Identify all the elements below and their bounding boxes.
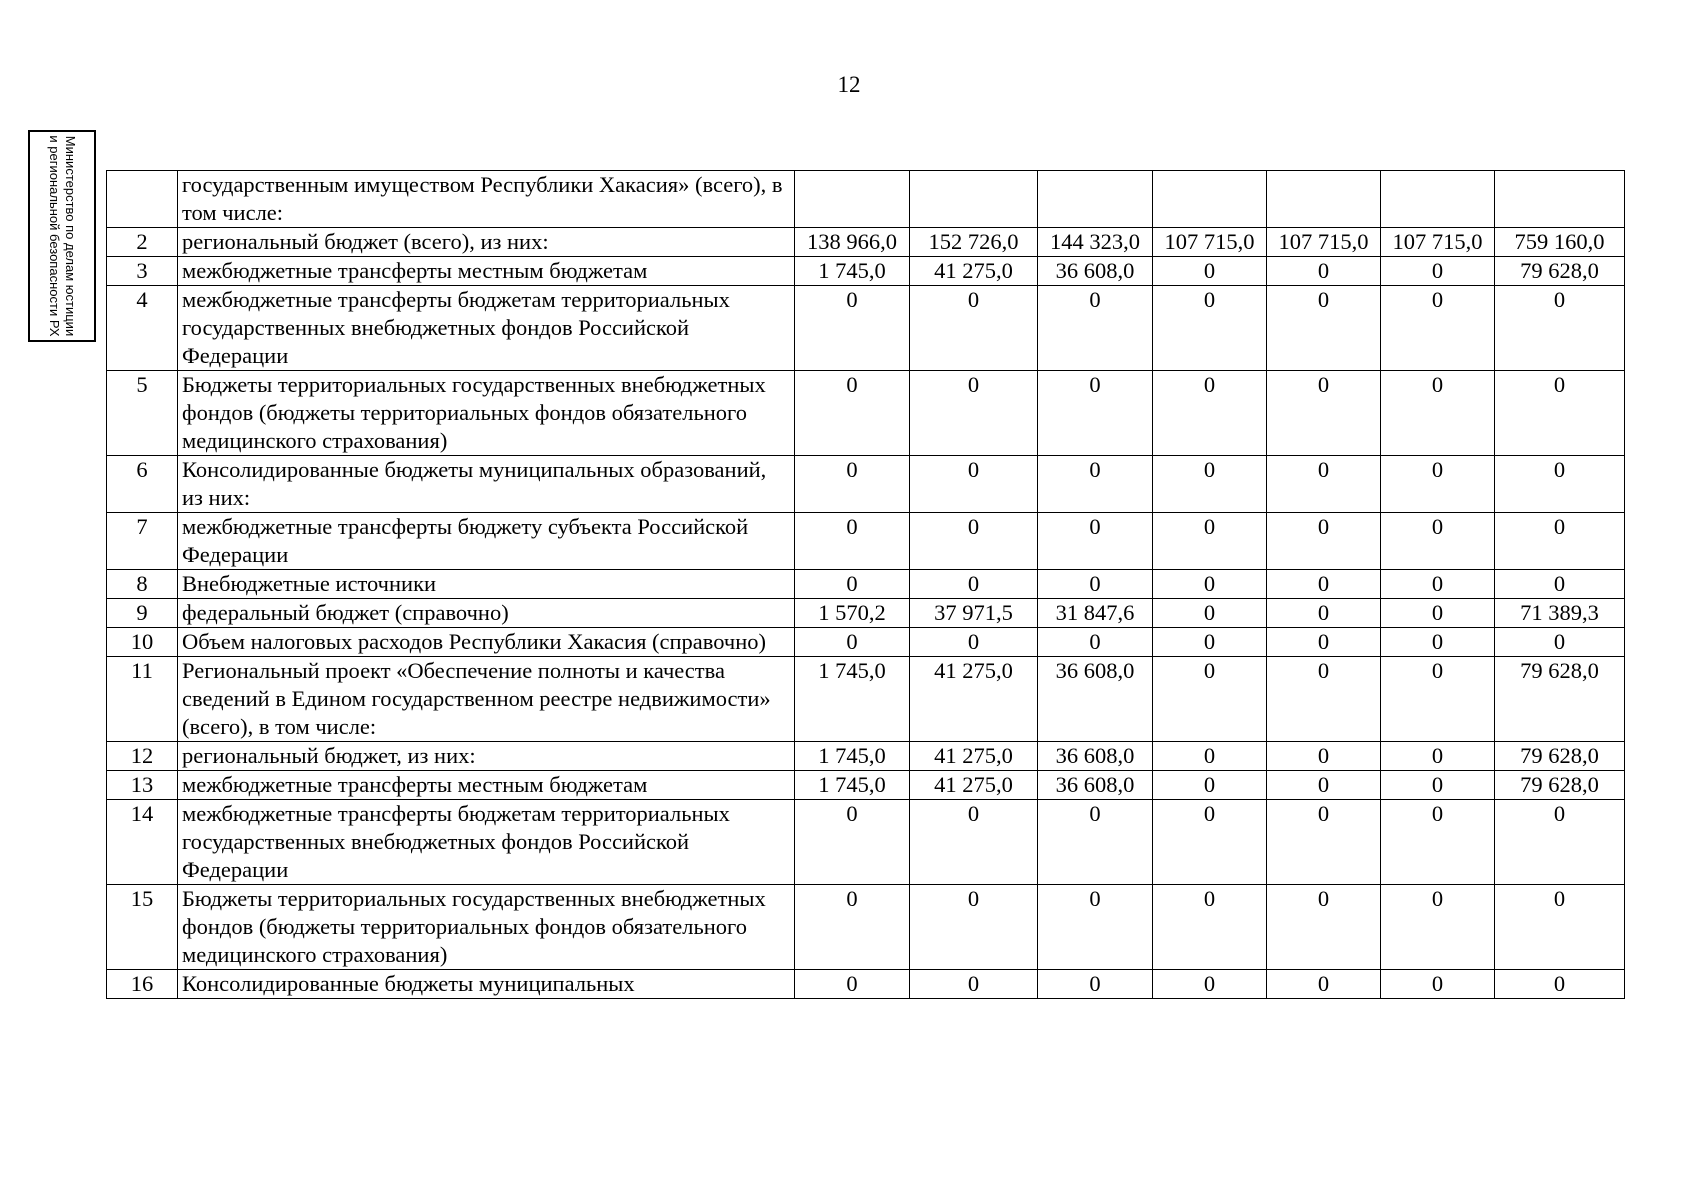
value-cell: 0 (1381, 570, 1495, 599)
value-cell: 0 (1153, 371, 1267, 456)
value-cell: 152 726,0 (910, 228, 1038, 257)
row-number: 5 (107, 371, 178, 456)
row-number: 10 (107, 628, 178, 657)
value-cell: 1 745,0 (795, 257, 910, 286)
table-row (107, 742, 1625, 771)
value-cell: 71 389,3 (1495, 599, 1625, 628)
table-row (107, 513, 1625, 570)
value-cell: 0 (795, 570, 910, 599)
value-cell: 0 (1038, 570, 1153, 599)
value-cell: 144 323,0 (1038, 228, 1153, 257)
value-cell: 0 (1153, 257, 1267, 286)
value-cell: 0 (1381, 628, 1495, 657)
value-cell: 0 (1038, 885, 1153, 970)
value-cell: 1 570,2 (795, 599, 910, 628)
value-cell: 1 745,0 (795, 771, 910, 800)
value-cell: 0 (1381, 771, 1495, 800)
value-cell: 0 (1381, 885, 1495, 970)
value-cell (1381, 171, 1495, 228)
value-cell: 79 628,0 (1495, 657, 1625, 742)
value-cell: 0 (1153, 657, 1267, 742)
table-row (107, 456, 1625, 513)
row-number: 4 (107, 286, 178, 371)
value-cell: 0 (1038, 628, 1153, 657)
value-cell: 0 (910, 513, 1038, 570)
value-cell: 0 (1495, 286, 1625, 371)
value-cell: 0 (1267, 456, 1381, 513)
value-cell: 0 (1267, 657, 1381, 742)
value-cell (1267, 171, 1381, 228)
value-cell: 0 (1495, 885, 1625, 970)
row-description: Бюджеты территориальных государственных внебюджетных фондов (бюджеты территориальных фондов обязательного медицинского страхования) (178, 371, 795, 456)
value-cell: 107 715,0 (1381, 228, 1495, 257)
value-cell: 41 275,0 (910, 742, 1038, 771)
table-row (107, 228, 1625, 257)
value-cell: 36 608,0 (1038, 771, 1153, 800)
value-cell: 79 628,0 (1495, 771, 1625, 800)
row-number: 6 (107, 456, 178, 513)
value-cell: 0 (910, 628, 1038, 657)
row-description: межбюджетные трансферты бюджетам территориальных государственных внебюджетных фондов Российской Федерации (178, 286, 795, 371)
value-cell: 0 (1267, 742, 1381, 771)
row-number: 16 (107, 970, 178, 999)
value-cell: 0 (1267, 570, 1381, 599)
table-row (107, 970, 1625, 999)
value-cell: 0 (1038, 970, 1153, 999)
value-cell (910, 171, 1038, 228)
value-cell: 0 (795, 885, 910, 970)
value-cell: 0 (1267, 970, 1381, 999)
value-cell: 0 (1267, 800, 1381, 885)
stamp-text: Министерство по делам юстиции и региональной безопасности РХ (47, 135, 78, 337)
row-description: Объем налоговых расходов Республики Хакасия (справочно) (178, 628, 795, 657)
value-cell: 0 (795, 970, 910, 999)
value-cell: 0 (1267, 885, 1381, 970)
row-number: 14 (107, 800, 178, 885)
value-cell: 36 608,0 (1038, 257, 1153, 286)
value-cell: 0 (795, 628, 910, 657)
value-cell: 0 (1495, 800, 1625, 885)
value-cell: 0 (1153, 970, 1267, 999)
value-cell: 0 (1267, 257, 1381, 286)
value-cell: 79 628,0 (1495, 257, 1625, 286)
row-description: Консолидированные бюджеты муниципальных образований, из них: (178, 456, 795, 513)
budget-table (106, 170, 1625, 999)
value-cell: 0 (1038, 456, 1153, 513)
value-cell: 0 (1267, 513, 1381, 570)
value-cell: 0 (1381, 456, 1495, 513)
value-cell: 0 (1153, 456, 1267, 513)
table-row (107, 371, 1625, 456)
row-number: 7 (107, 513, 178, 570)
value-cell: 0 (795, 513, 910, 570)
value-cell: 41 275,0 (910, 657, 1038, 742)
value-cell: 0 (910, 970, 1038, 999)
row-number: 9 (107, 599, 178, 628)
row-description: Внебюджетные источники (178, 570, 795, 599)
row-description: межбюджетные трансферты бюджетам территориальных государственных внебюджетных фондов Российской Федерации (178, 800, 795, 885)
value-cell: 0 (795, 800, 910, 885)
value-cell: 0 (910, 570, 1038, 599)
value-cell: 0 (1153, 771, 1267, 800)
row-description: федеральный бюджет (справочно) (178, 599, 795, 628)
value-cell: 138 966,0 (795, 228, 910, 257)
row-number: 11 (107, 657, 178, 742)
table-row (107, 771, 1625, 800)
value-cell: 0 (1381, 657, 1495, 742)
value-cell: 0 (795, 371, 910, 456)
value-cell (1038, 171, 1153, 228)
table-row (107, 286, 1625, 371)
value-cell: 0 (1381, 371, 1495, 456)
page-number: 12 (837, 72, 861, 97)
value-cell: 0 (1153, 286, 1267, 371)
value-cell: 0 (1495, 970, 1625, 999)
row-description: межбюджетные трансферты местным бюджетам (178, 257, 795, 286)
value-cell: 0 (1038, 371, 1153, 456)
value-cell: 0 (1267, 371, 1381, 456)
value-cell: 41 275,0 (910, 257, 1038, 286)
value-cell: 0 (1381, 599, 1495, 628)
row-description: государственным имуществом Республики Хакасия» (всего), в том числе: (178, 171, 795, 228)
value-cell: 107 715,0 (1153, 228, 1267, 257)
value-cell (795, 171, 910, 228)
value-cell: 0 (910, 371, 1038, 456)
value-cell: 0 (1495, 570, 1625, 599)
value-cell: 36 608,0 (1038, 657, 1153, 742)
row-number (107, 171, 178, 228)
value-cell: 0 (1381, 970, 1495, 999)
row-description: Бюджеты территориальных государственных внебюджетных фондов (бюджеты территориальных фондов обязательного медицинского страхования) (178, 885, 795, 970)
value-cell: 0 (1153, 513, 1267, 570)
value-cell: 0 (1267, 599, 1381, 628)
value-cell: 1 745,0 (795, 742, 910, 771)
registration-stamp (28, 130, 96, 342)
value-cell: 0 (1038, 513, 1153, 570)
row-description: межбюджетные трансферты бюджету субъекта Российской Федерации (178, 513, 795, 570)
value-cell: 0 (795, 456, 910, 513)
value-cell: 0 (1267, 771, 1381, 800)
value-cell: 107 715,0 (1267, 228, 1381, 257)
value-cell: 0 (1495, 628, 1625, 657)
table-row (107, 570, 1625, 599)
value-cell: 0 (1495, 456, 1625, 513)
value-cell: 0 (795, 286, 910, 371)
value-cell: 0 (1153, 885, 1267, 970)
value-cell: 79 628,0 (1495, 742, 1625, 771)
value-cell: 0 (1267, 286, 1381, 371)
value-cell: 0 (910, 456, 1038, 513)
row-number: 2 (107, 228, 178, 257)
row-description: Консолидированные бюджеты муниципальных (178, 970, 795, 999)
value-cell: 0 (1267, 628, 1381, 657)
row-number: 8 (107, 570, 178, 599)
value-cell: 0 (910, 885, 1038, 970)
value-cell: 0 (1153, 800, 1267, 885)
value-cell: 0 (1381, 513, 1495, 570)
table-row (107, 657, 1625, 742)
value-cell: 37 971,5 (910, 599, 1038, 628)
value-cell: 0 (1038, 800, 1153, 885)
value-cell: 1 745,0 (795, 657, 910, 742)
value-cell: 0 (1381, 742, 1495, 771)
value-cell: 0 (1153, 570, 1267, 599)
value-cell: 0 (1495, 371, 1625, 456)
value-cell: 0 (1153, 628, 1267, 657)
row-number: 13 (107, 771, 178, 800)
value-cell: 31 847,6 (1038, 599, 1153, 628)
row-description: региональный бюджет (всего), из них: (178, 228, 795, 257)
row-number: 3 (107, 257, 178, 286)
table-row (107, 628, 1625, 657)
table-row (107, 800, 1625, 885)
value-cell: 0 (1381, 257, 1495, 286)
row-description: межбюджетные трансферты местным бюджетам (178, 771, 795, 800)
value-cell: 0 (1153, 742, 1267, 771)
value-cell (1153, 171, 1267, 228)
row-number: 15 (107, 885, 178, 970)
value-cell: 0 (1038, 286, 1153, 371)
table-body (107, 171, 1625, 999)
row-description: региональный бюджет, из них: (178, 742, 795, 771)
table-row (107, 257, 1625, 286)
value-cell: 0 (1381, 800, 1495, 885)
value-cell (1495, 171, 1625, 228)
value-cell: 0 (1381, 286, 1495, 371)
value-cell: 0 (1495, 513, 1625, 570)
value-cell: 0 (1153, 599, 1267, 628)
table-row (107, 885, 1625, 970)
table-row (107, 171, 1625, 228)
value-cell: 0 (910, 800, 1038, 885)
table-row (107, 599, 1625, 628)
value-cell: 41 275,0 (910, 771, 1038, 800)
row-description: Региональный проект «Обеспечение полноты и качества сведений в Едином государственном реестре недвижимости» (всего), в том числе: (178, 657, 795, 742)
value-cell: 36 608,0 (1038, 742, 1153, 771)
row-number: 12 (107, 742, 178, 771)
value-cell: 0 (910, 286, 1038, 371)
value-cell: 759 160,0 (1495, 228, 1625, 257)
